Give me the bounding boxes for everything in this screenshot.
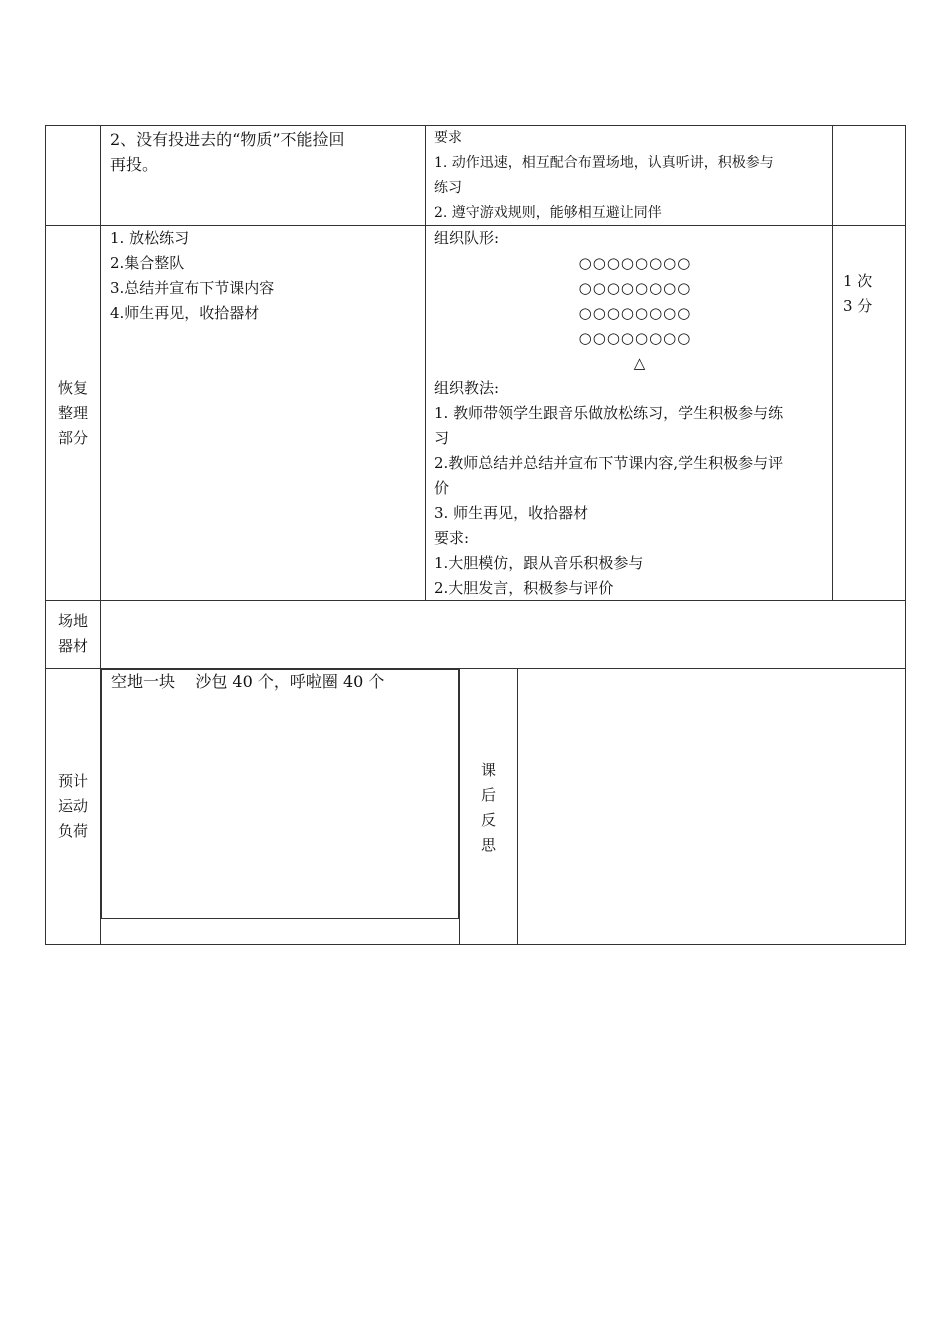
load-label-cell [45, 668, 101, 945]
row1-content-cell [100, 125, 426, 226]
recovery-method-line-3: 习 [434, 429, 450, 447]
recovery-content-line-1: 1. 放松练习 [110, 229, 190, 247]
equipment-label-cell [45, 600, 101, 669]
recovery-method-line-9: 2.大胆发言，积极参与评价 [434, 579, 614, 597]
row1-label-cell [45, 125, 101, 226]
equipment-value-cell [100, 600, 906, 691]
row1-method-cell [425, 125, 833, 226]
recovery-content-line-2: 2.集合整队 [110, 254, 185, 272]
recovery-method-line-6: 3. 师生再见，收拾器材 [434, 504, 589, 522]
row1-content-line-1: 2、没有投进去的“物质”不能捡回 [110, 130, 345, 149]
reflection-content-cell [517, 668, 906, 945]
recovery-duration: 3 分 [843, 297, 873, 315]
teacher-symbol: △ [633, 354, 647, 372]
recovery-content-cell [100, 225, 426, 601]
formation-diagram [426, 251, 844, 376]
recovery-method-line-5: 价 [434, 479, 450, 497]
recovery-content-line-3: 3.总结并宣布下节课内容 [110, 279, 275, 297]
load-label-line-2: 运动 [57, 797, 88, 815]
load-chart-box [101, 669, 459, 919]
recovery-label-cell [45, 225, 101, 601]
recovery-method-line-8: 1.大胆模仿，跟从音乐积极参与 [434, 554, 644, 572]
reflection-label-line-1: 课 [480, 761, 496, 779]
recovery-content-line-4: 4.师生再见，收拾器材 [110, 304, 260, 322]
equipment-label-line-1: 场地 [57, 612, 88, 630]
recovery-method-line-2: 1. 教师带领学生跟音乐做放松练习，学生积极参与练 [434, 404, 784, 422]
formation-row-2: ○○○○○○○○ [578, 279, 692, 297]
formation-row-4: ○○○○○○○○ [578, 329, 692, 347]
row1-method-line-2: 1. 动作迅速，相互配合布置场地，认真听讲，积极参与 [434, 155, 774, 171]
equipment-value: 空地一块 沙包 40 个，呼啦圈 40 个 [111, 672, 385, 691]
formation-row-1: ○○○○○○○○ [578, 254, 692, 272]
formation-row-3: ○○○○○○○○ [578, 304, 692, 322]
reflection-label-line-4: 思 [480, 836, 496, 854]
recovery-method-cell [425, 225, 833, 601]
row1-method-line-3: 练习 [434, 180, 462, 196]
row1-content-line-2: 再投。 [110, 155, 159, 174]
recovery-label-line-1: 恢复 [57, 379, 88, 397]
recovery-times: 1 次 [843, 272, 873, 290]
row1-method-line-4: 2. 遵守游戏规则，能够相互避让同伴 [434, 205, 662, 221]
recovery-time-cell [832, 225, 906, 601]
recovery-label-line-2: 整理 [57, 404, 88, 422]
row1-time-cell [832, 125, 906, 226]
load-label-line-3: 负荷 [57, 822, 88, 840]
recovery-method-line-7: 要求: [434, 529, 470, 547]
load-chart-area [100, 668, 460, 945]
reflection-label-cell [459, 668, 518, 945]
recovery-method-line-1: 组织教法: [434, 379, 500, 397]
equipment-label-line-2: 器材 [57, 637, 88, 655]
load-label-line-1: 预计 [57, 772, 88, 790]
formation-title: 组织队形: [434, 229, 500, 247]
reflection-label-line-3: 反 [480, 811, 496, 829]
row1-method-line-1: 要求 [434, 130, 462, 146]
recovery-method-line-4: 2.教师总结并总结并宣布下节课内容,学生积极参与评 [434, 454, 784, 472]
recovery-label-line-3: 部分 [57, 429, 88, 447]
reflection-label-line-2: 后 [480, 786, 496, 804]
